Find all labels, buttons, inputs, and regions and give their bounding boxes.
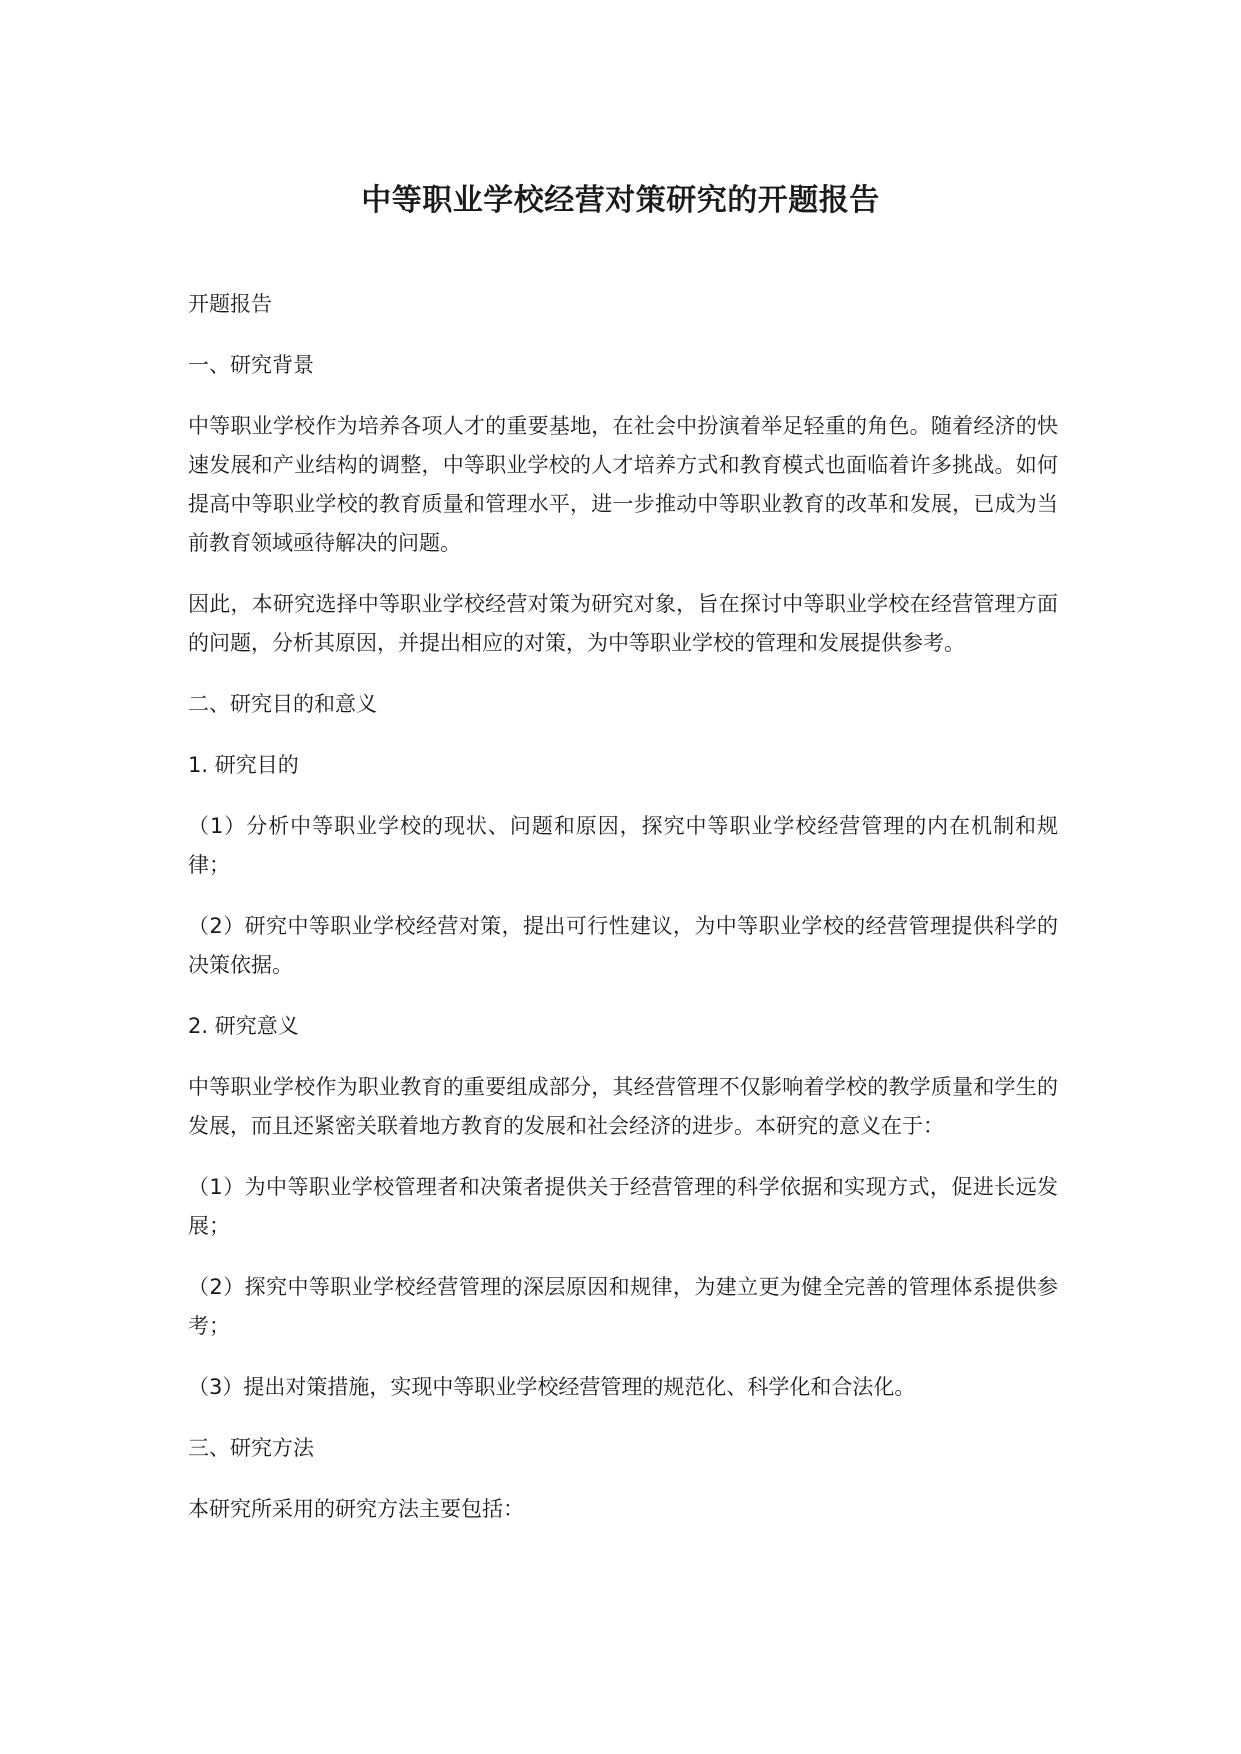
paragraph-background-2: 因此，本研究选择中等职业学校经营对策为研究对象，旨在探讨中等职业学校在经营管理方面的问题，分析其原因，并提出相应的对策，为中等职业学校的管理和发展提供参考。 — [188, 592, 1058, 655]
significance-item-1: （1）为中等职业学校管理者和决策者提供关于经营管理的科学依据和实现方式，促进长远发展； — [188, 1175, 1058, 1238]
significance-item-2: （2）探究中等职业学校经营管理的深层原因和规律，为建立更为健全完善的管理体系提供参考； — [188, 1275, 1058, 1338]
document-title: 中等职业学校经营对策研究的开题报告 — [361, 183, 880, 218]
document-body — [188, 285, 1058, 1551]
purpose-item-1: （1）分析中等职业学校的现状、问题和原因，探究中等职业学校经营管理的内在机制和规律； — [188, 814, 1058, 877]
paragraph-background-1: 中等职业学校作为培养各项人才的重要基地，在社会中扮演着举足轻重的角色。随着经济的快速发展和产业结构的调整，中等职业学校的人才培养方式和教育模式也面临着许多挑战。如何提高中等职业学校的教育质量和管理水平，进一步推动中等职业教育的改革和发展，已成为当前教育领域亟待解决的问题。 — [188, 414, 1058, 555]
heading-report: 开题报告 — [188, 292, 272, 316]
paragraph-significance-intro: 中等职业学校作为职业教育的重要组成部分，其经营管理不仅影响着学校的教学质量和学生的发展，而且还紧密关联着地方教育的发展和社会经济的进步。本研究的意义在于： — [188, 1075, 1058, 1138]
purpose-item-2: （2）研究中等职业学校经营对策，提出可行性建议，为中等职业学校的经营管理提供科学的决策依据。 — [188, 914, 1058, 977]
heading-purpose-significance: 二、研究目的和意义 — [188, 692, 377, 716]
subheading-research-significance: 2. 研究意义 — [188, 1014, 299, 1038]
heading-research-background: 一、研究背景 — [188, 353, 314, 377]
subheading-research-purpose: 1. 研究目的 — [188, 753, 299, 777]
heading-research-methods: 三、研究方法 — [188, 1436, 314, 1460]
paragraph-methods-intro: 本研究所采用的研究方法主要包括： — [188, 1497, 524, 1521]
significance-item-3: （3）提出对策措施，实现中等职业学校经营管理的规范化、科学化和合法化。 — [188, 1375, 916, 1399]
